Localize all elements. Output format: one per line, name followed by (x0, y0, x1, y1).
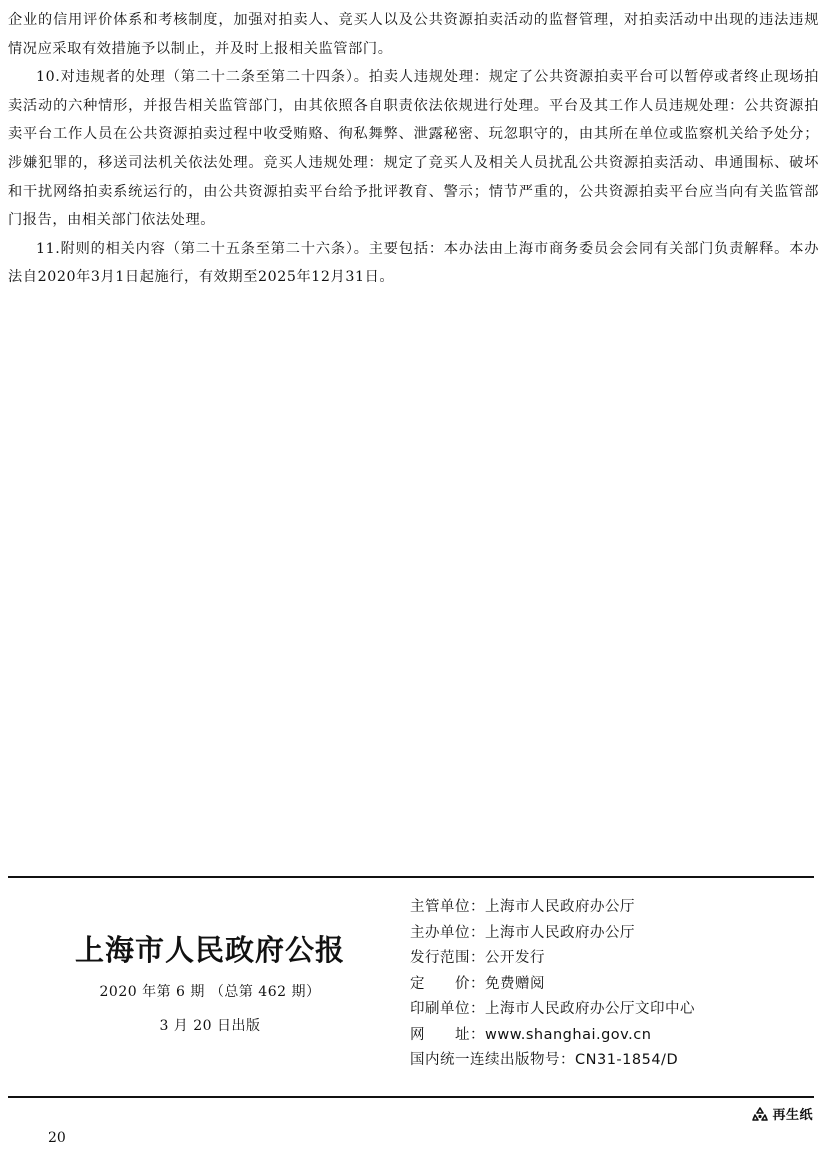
publication-date: 3 月 20 日出版 (159, 1018, 261, 1034)
divider-top (8, 876, 814, 878)
masthead (40, 928, 380, 1036)
info-label: 国内统一连续出版物号： (410, 1052, 575, 1068)
info-value: 上海市人民政府办公厅 (485, 899, 635, 915)
info-label: 网 址： (410, 1026, 485, 1043)
website-link[interactable]: www.shanghai.gov.cn (485, 1026, 652, 1043)
info-label: 印刷单位： (410, 1001, 485, 1017)
info-value: 免费赠阅 (485, 975, 545, 992)
info-row-website (410, 1023, 810, 1049)
info-row-serial-number (410, 1048, 810, 1074)
paragraph: 10.对违规者的处理（第二十二条至第二十四条）。拍卖人违规处理：规定了公共资源拍卖平台可以暂停或者终止现场拍卖活动的六种情形，并报告相关监管部门，由其依照各自职责依法依规进行处理。平台及其工作人员违规处理：公共资源拍卖平台工作人员在公共资源拍卖过程中收受贿赂、徇私舞弊、泄露秘密、玩忽职守的，由其所在单位或监察机关给予处分；涉嫌犯罪的，移送司法机关依法处理。竞买人违规处理：规定了竞买人及相关人员扰乱公共资源拍卖活动、串通围标、破坏和干扰网络拍卖系统运行的，由公共资源拍卖平台给予批评教育、警示；情节严重的，公共资源拍卖平台应当向有关监管部门报告，由相关部门依法处理。 (8, 69, 819, 229)
info-row-sponsor (410, 921, 810, 947)
info-label: 主办单位： (410, 924, 485, 941)
info-label: 主管单位： (410, 899, 485, 915)
info-label: 定 价： (410, 975, 485, 992)
info-row-distribution (410, 946, 810, 972)
paragraph: 企业的信用评价体系和考核制度，加强对拍卖人、竞买人以及公共资源拍卖活动的监督管理，对拍卖活动中出现的违法违规情况应采取有效措施予以制止，并及时上报相关监管部门。 (8, 12, 819, 57)
info-value: 上海市人民政府办公厅 (485, 924, 635, 941)
paragraph: 11.附则的相关内容（第二十五条至第二十六条）。主要包括：本办法由上海市商务委员会会同有关部门负责解释。本办法自2020年3月1日起施行，有效期至2025年12月31日。 (8, 240, 819, 286)
publication-title: 上海市人民政府公报 (74, 933, 345, 967)
recycled-paper-mark (752, 1104, 813, 1123)
info-row-price (410, 972, 810, 998)
info-value: 公开发行 (485, 950, 545, 966)
info-label: 发行范围： (410, 950, 485, 966)
recycled-paper-label: 再生纸 (772, 1108, 813, 1123)
info-row-printer (410, 997, 810, 1023)
issue-number: 2020 年第 6 期 （总第 462 期） (99, 984, 321, 1000)
info-row-supervisor (410, 895, 810, 921)
publication-info (410, 895, 810, 1074)
info-value: CN31-1854/D (575, 1052, 679, 1068)
recycle-icon (752, 1106, 768, 1122)
page-number: 20 (48, 1130, 66, 1146)
article-body (8, 6, 819, 292)
info-value: 上海市人民政府办公厅文印中心 (485, 1001, 695, 1017)
divider-bottom (8, 1096, 814, 1098)
